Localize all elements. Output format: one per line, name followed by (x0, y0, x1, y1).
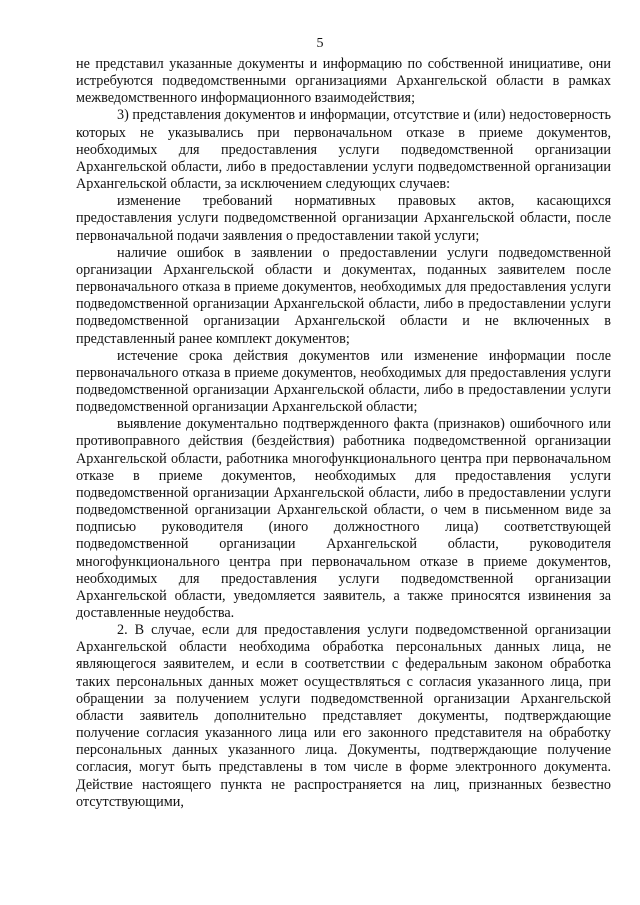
paragraph: выявление документально подтвержденного факта (признаков) ошибочного или противоправного действия (бездействия) работника подведомственной организации Архангельской области, работника многофункционального центра при первоначальном отказе в приеме документов, необходимых для предоставления услуги подведомственной организации Архангельской области, либо в предоставлении услуги подведомственной организации Архангельской области, о чем в письменном виде за подписью руководителя (иного должностного лица) соответствующей подведомственной организации Архангельской области, руководителя многофункционального центра при первоначальном отказе в приеме документов, необходимых для предоставления услуги подведомственной организации Архангельской области, уведомляется заявитель, а также приносятся извинения за доставленные неудобства. (76, 416, 611, 621)
paragraph: не представил указанные документы и информацию по собственной инициативе, они истребуются подведомственными организациями Архангельской области в рамках межведомственного информационного взаимодействия; (76, 56, 611, 107)
paragraph: 2. В случае, если для предоставления услуги подведомственной организации Архангельской области необходима обработка персональных данных лица, не являющегося заявителем, и если в соответствии с федеральным законом обработка таких персональных данных может осуществляться с согласия указанного лица, при обращении за получением услуги подведомственной организации Архангельской области заявитель дополнительно представляет документы, подтверждающие получение согласия указанного лица или его законного представителя на обработку персональных данных указанного лица. Документы, подтверждающие получение согласия, могут быть представлены в том числе в форме электронного документа. Действие настоящего пункта не распространяется на лиц, признанных безвестно отсутствующими, (76, 622, 611, 810)
paragraph: истечение срока действия документов или изменение информации после первоначального отказа в приеме документов, необходимых для предоставления услуги подведомственной организации Архангельской области, либо в предоставлении услуги подведомственной организации Архангельской области; (76, 347, 611, 416)
paragraph: изменение требований нормативных правовых актов, касающихся предоставления услуги подведомственной организации Архангельской области, после первоначальной подачи заявления о предоставлении такой услуги; (76, 193, 611, 244)
paragraph: наличие ошибок в заявлении о предоставлении услуги подведомственной организации Архангельской области и документах, поданных заявителем после первоначального отказа в приеме документов, необходимых для предоставления услуги подведомственной организации Архангельской области, либо в предоставлении услуги подведомственной организации Архангельской области и не включенных в представленный ранее комплект документов; (76, 244, 611, 347)
page-number: 5 (316, 36, 324, 51)
document-body (76, 56, 611, 811)
paragraph: 3) представления документов и информации, отсутствие и (или) недостоверность которых не указывались при первоначальном отказе в приеме документов, необходимых для предоставления услуги подведомственной организации Архангельской области, либо в предоставлении услуги подведомственной организации Архангельской области, за исключением следующих случаев: (76, 107, 611, 193)
